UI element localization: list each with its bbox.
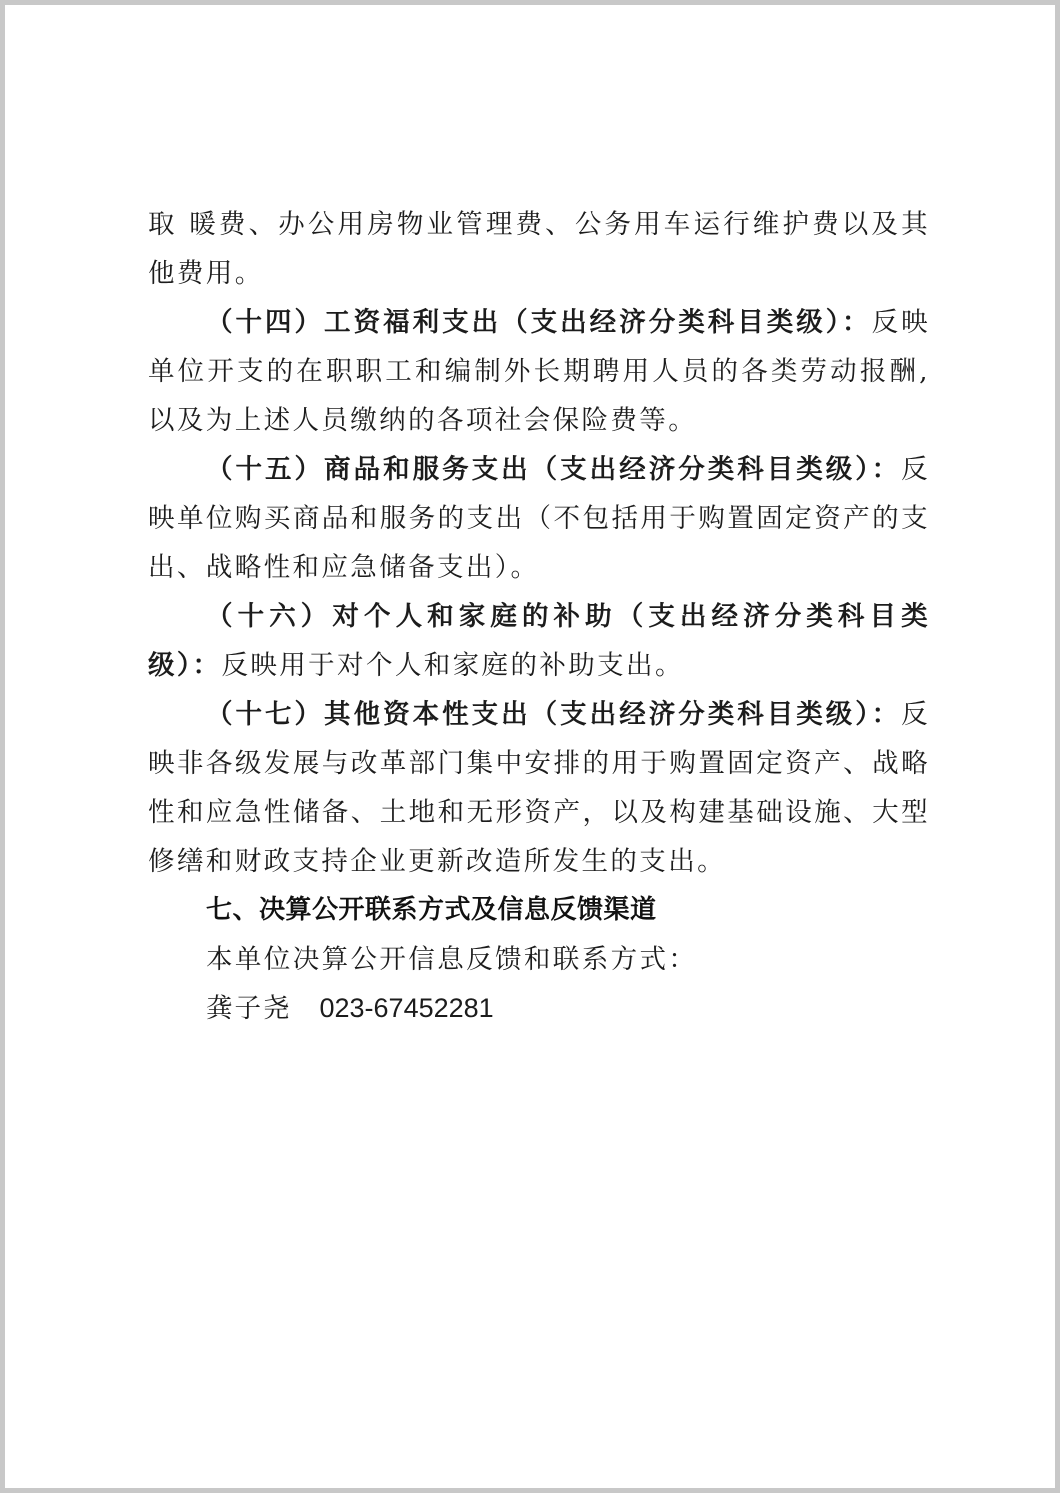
section-heading: 七、决算公开联系方式及信息反馈渠道 [206, 895, 657, 925]
item-17-lead: （十七）其他资本性支出（支出经济分类科目类级）： [206, 699, 902, 730]
item-15-body: 反映单位购买商品和服务的支出（不包括用于购置固定资产的支出、战略性和应急储备支出）。 [148, 454, 930, 583]
item-15-paragraph [148, 445, 930, 592]
continuation-paragraph: 取 暖费、办公用房物业管理费、公务用车运行维护费以及其他费用。 [148, 209, 930, 289]
contact-name: 龚子尧 [206, 993, 292, 1024]
item-16-paragraph [148, 592, 930, 690]
contact-phone: 023-67452281 [319, 993, 494, 1023]
item-14-paragraph [148, 298, 930, 445]
item-15-lead: （十五）商品和服务支出（支出经济分类科目类级）： [206, 454, 902, 485]
item-17-paragraph [148, 690, 930, 886]
item-17-body: 反映非各级发展与改革部门集中安排的用于购置固定资产、战略性和应急性储备、土地和无形资产，以及构建基础设施、大型修缮和财政支持企业更新改造所发生的支出。 [148, 699, 930, 877]
item-16-body: 反映用于对个人和家庭的补助支出。 [221, 650, 684, 681]
document-page [5, 5, 1055, 1488]
contact-line [148, 984, 930, 1033]
document-body [148, 200, 930, 1033]
item-14-lead: （十四）工资福利支出（支出经济分类科目类级）： [206, 307, 872, 338]
item-14-body: 反映单位开支的在职职工和编制外长期聘用人员的各类劳动报酬,以及为上述人员缴纳的各项社会保险费等。 [148, 307, 930, 436]
item-16-lead: （十六）对个人和家庭的补助（支出经济分类科目类级）： [148, 601, 930, 681]
contact-intro: 本单位决算公开信息反馈和联系方式： [206, 944, 698, 975]
